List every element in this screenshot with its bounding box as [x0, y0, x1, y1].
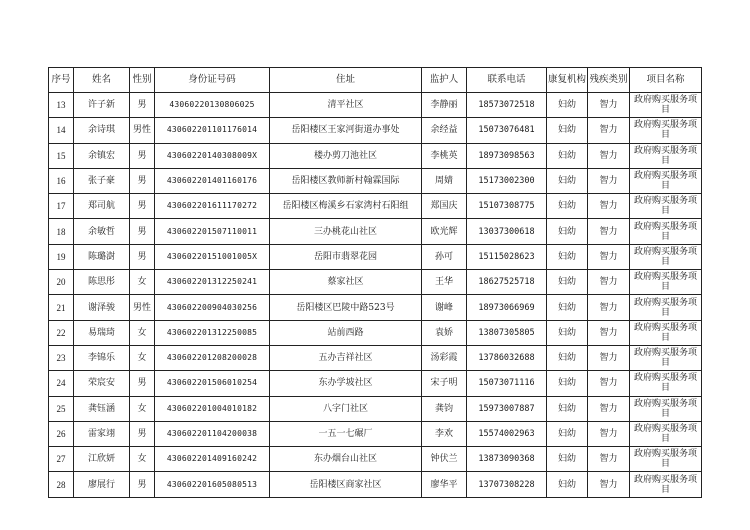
row-gender: 女 [130, 396, 155, 421]
row-address: 岳阳楼区巴陵中路523号 [270, 295, 422, 320]
header-no: 序号 [49, 68, 74, 93]
row-rehab-org: 妇幼 [547, 93, 588, 118]
row-address: 东办学坡社区 [270, 371, 422, 396]
row-gender: 男 [130, 219, 155, 244]
row-phone: 15173002300 [467, 168, 547, 193]
row-number: 21 [49, 295, 74, 320]
row-disability-type: 智力 [588, 194, 630, 219]
row-id-number: 430602200904030256 [155, 295, 270, 320]
row-disability-type: 智力 [588, 219, 630, 244]
row-gender: 男 [130, 472, 155, 497]
row-guardian: 王华 [422, 270, 467, 295]
row-project-name: 政府购买服务项目 [630, 194, 702, 219]
row-id-number: 430602201506010254 [155, 371, 270, 396]
row-disability-type: 智力 [588, 270, 630, 295]
header-disability-type: 残疾类别 [588, 68, 630, 93]
row-disability-type: 智力 [588, 295, 630, 320]
row-address: 岳阳市翡翠花园 [270, 244, 422, 269]
row-number: 14 [49, 118, 74, 143]
row-guardian: 龚钧 [422, 396, 467, 421]
row-gender: 男性 [130, 295, 155, 320]
row-project-name: 政府购买服务项目 [630, 219, 702, 244]
row-number: 17 [49, 194, 74, 219]
row-phone: 15107308775 [467, 194, 547, 219]
header-id-number: 身份证号码 [155, 68, 270, 93]
row-gender: 男 [130, 371, 155, 396]
row-id-number: 430602201208200028 [155, 345, 270, 370]
row-number: 18 [49, 219, 74, 244]
row-name: 荣宸安 [74, 371, 130, 396]
row-number: 26 [49, 421, 74, 446]
row-id-number: 430602201605080513 [155, 472, 270, 497]
row-id-number: 430602201611170272 [155, 194, 270, 219]
header-project-name: 项目名称 [630, 68, 702, 93]
row-project-name: 政府购买服务项目 [630, 244, 702, 269]
row-phone: 15973007887 [467, 396, 547, 421]
row-guardian: 欧光辉 [422, 219, 467, 244]
table-row [49, 244, 702, 269]
row-rehab-org: 妇幼 [547, 345, 588, 370]
table-row [49, 270, 702, 295]
row-address: 楼办剪刀池社区 [270, 143, 422, 168]
row-address: 八字门社区 [270, 396, 422, 421]
table-row [49, 447, 702, 472]
row-number: 25 [49, 396, 74, 421]
row-phone: 18973098563 [467, 143, 547, 168]
row-id-number: 430602201104200038 [155, 421, 270, 446]
row-address: 东办烟台山社区 [270, 447, 422, 472]
row-project-name: 政府购买服务项目 [630, 396, 702, 421]
row-number: 20 [49, 270, 74, 295]
row-name: 张子豪 [74, 168, 130, 193]
row-guardian: 李桃英 [422, 143, 467, 168]
row-name: 廖展行 [74, 472, 130, 497]
row-guardian: 袁娇 [422, 320, 467, 345]
table-row [49, 143, 702, 168]
row-disability-type: 智力 [588, 143, 630, 168]
row-name: 余镇宏 [74, 143, 130, 168]
row-address: 蔡家社区 [270, 270, 422, 295]
row-gender: 男 [130, 421, 155, 446]
row-disability-type: 智力 [588, 320, 630, 345]
row-number: 28 [49, 472, 74, 497]
row-disability-type: 智力 [588, 447, 630, 472]
row-phone: 15073076481 [467, 118, 547, 143]
row-project-name: 政府购买服务项目 [630, 93, 702, 118]
row-address: 岳阳楼区王家河街道办事处 [270, 118, 422, 143]
table-body [49, 93, 702, 498]
row-name: 雷家翊 [74, 421, 130, 446]
table-header [49, 68, 702, 93]
row-phone: 13707308228 [467, 472, 547, 497]
row-rehab-org: 妇幼 [547, 371, 588, 396]
row-disability-type: 智力 [588, 396, 630, 421]
row-name: 陈璐澍 [74, 244, 130, 269]
row-gender: 男 [130, 244, 155, 269]
header-rehab-org: 康复机构 [547, 68, 588, 93]
row-disability-type: 智力 [588, 421, 630, 446]
header-phone: 联系电话 [467, 68, 547, 93]
row-phone: 18627525718 [467, 270, 547, 295]
row-rehab-org: 妇幼 [547, 118, 588, 143]
row-guardian: 李静丽 [422, 93, 467, 118]
table-row [49, 194, 702, 219]
row-name: 谢泽骏 [74, 295, 130, 320]
row-project-name: 政府购买服务项目 [630, 447, 702, 472]
row-name: 郑司航 [74, 194, 130, 219]
row-project-name: 政府购买服务项目 [630, 421, 702, 446]
row-phone: 15073071116 [467, 371, 547, 396]
row-name: 陈思彤 [74, 270, 130, 295]
header-address: 住址 [270, 68, 422, 93]
row-gender: 女 [130, 320, 155, 345]
row-number: 27 [49, 447, 74, 472]
row-address: 岳阳楼区梅溪乡石家湾村石阳组 [270, 194, 422, 219]
row-number: 19 [49, 244, 74, 269]
row-id-number: 430602201312250241 [155, 270, 270, 295]
row-guardian: 孙可 [422, 244, 467, 269]
row-project-name: 政府购买服务项目 [630, 371, 702, 396]
header-name: 姓名 [74, 68, 130, 93]
table-row [49, 219, 702, 244]
row-number: 23 [49, 345, 74, 370]
row-guardian: 郑国庆 [422, 194, 467, 219]
row-number: 16 [49, 168, 74, 193]
row-disability-type: 智力 [588, 168, 630, 193]
row-guardian: 宋子明 [422, 371, 467, 396]
row-project-name: 政府购买服务项目 [630, 270, 702, 295]
row-id-number: 430602201004010182 [155, 396, 270, 421]
row-name: 许子新 [74, 93, 130, 118]
row-disability-type: 智力 [588, 118, 630, 143]
row-phone: 18573072518 [467, 93, 547, 118]
row-guardian: 余经益 [422, 118, 467, 143]
row-project-name: 政府购买服务项目 [630, 118, 702, 143]
row-phone: 13786032688 [467, 345, 547, 370]
row-phone: 18973066969 [467, 295, 547, 320]
table-row [49, 345, 702, 370]
row-rehab-org: 妇幼 [547, 447, 588, 472]
row-rehab-org: 妇幼 [547, 244, 588, 269]
table-row [49, 295, 702, 320]
row-guardian: 谢峰 [422, 295, 467, 320]
row-name: 易瑞琦 [74, 320, 130, 345]
header-guardian: 监护人 [422, 68, 467, 93]
row-rehab-org: 妇幼 [547, 270, 588, 295]
row-rehab-org: 妇幼 [547, 320, 588, 345]
row-project-name: 政府购买服务项目 [630, 472, 702, 497]
row-rehab-org: 妇幼 [547, 396, 588, 421]
table-row [49, 168, 702, 193]
row-rehab-org: 妇幼 [547, 219, 588, 244]
row-disability-type: 智力 [588, 472, 630, 497]
row-number: 13 [49, 93, 74, 118]
row-project-name: 政府购买服务项目 [630, 345, 702, 370]
row-name: 余敏哲 [74, 219, 130, 244]
row-gender: 男 [130, 93, 155, 118]
table-row [49, 421, 702, 446]
row-rehab-org: 妇幼 [547, 168, 588, 193]
row-id-number: 430602201409160242 [155, 447, 270, 472]
row-id-number: 43060220151001005X [155, 244, 270, 269]
row-id-number: 430602201507110011 [155, 219, 270, 244]
row-gender: 女 [130, 447, 155, 472]
row-gender: 男 [130, 194, 155, 219]
row-id-number: 43060220130806025 [155, 93, 270, 118]
header-gender: 性别 [130, 68, 155, 93]
row-gender: 男 [130, 143, 155, 168]
row-rehab-org: 妇幼 [547, 143, 588, 168]
record-table [48, 67, 702, 498]
row-gender: 女 [130, 270, 155, 295]
table-row [49, 396, 702, 421]
row-id-number: 43060220140308009X [155, 143, 270, 168]
row-phone: 13807305805 [467, 320, 547, 345]
row-gender: 男 [130, 168, 155, 193]
row-address: 五办吉祥社区 [270, 345, 422, 370]
table-row [49, 93, 702, 118]
row-disability-type: 智力 [588, 371, 630, 396]
row-id-number: 430602201312250085 [155, 320, 270, 345]
row-name: 龚钰涵 [74, 396, 130, 421]
row-rehab-org: 妇幼 [547, 194, 588, 219]
row-disability-type: 智力 [588, 93, 630, 118]
row-number: 15 [49, 143, 74, 168]
row-address: 三办桃花山社区 [270, 219, 422, 244]
row-address: 站前西路 [270, 320, 422, 345]
row-guardian: 李欢 [422, 421, 467, 446]
row-project-name: 政府购买服务项目 [630, 168, 702, 193]
table-row [49, 118, 702, 143]
row-rehab-org: 妇幼 [547, 295, 588, 320]
row-address: 一五一七碾厂 [270, 421, 422, 446]
row-number: 24 [49, 371, 74, 396]
row-name: 李锦乐 [74, 345, 130, 370]
row-disability-type: 智力 [588, 345, 630, 370]
row-phone: 13873090368 [467, 447, 547, 472]
table-row [49, 472, 702, 497]
row-id-number: 430602201401160176 [155, 168, 270, 193]
row-phone: 15115028623 [467, 244, 547, 269]
header-row [49, 68, 702, 93]
document-sheet [48, 67, 701, 498]
row-project-name: 政府购买服务项目 [630, 143, 702, 168]
row-name: 江欣妍 [74, 447, 130, 472]
row-project-name: 政府购买服务项目 [630, 320, 702, 345]
table-row [49, 320, 702, 345]
row-address: 岳阳楼区商家社区 [270, 472, 422, 497]
row-guardian: 廖华平 [422, 472, 467, 497]
row-rehab-org: 妇幼 [547, 472, 588, 497]
row-name: 余诗琪 [74, 118, 130, 143]
table-row [49, 371, 702, 396]
row-guardian: 汤彩霞 [422, 345, 467, 370]
row-guardian: 钟伏兰 [422, 447, 467, 472]
row-number: 22 [49, 320, 74, 345]
row-guardian: 周婧 [422, 168, 467, 193]
row-id-number: 430602201101176014 [155, 118, 270, 143]
row-disability-type: 智力 [588, 244, 630, 269]
row-project-name: 政府购买服务项目 [630, 295, 702, 320]
row-address: 岳阳楼区教师新村翰霖国际 [270, 168, 422, 193]
row-rehab-org: 妇幼 [547, 421, 588, 446]
row-address: 清平社区 [270, 93, 422, 118]
row-phone: 15574002963 [467, 421, 547, 446]
row-gender: 男性 [130, 118, 155, 143]
row-gender: 女 [130, 345, 155, 370]
row-phone: 13037300618 [467, 219, 547, 244]
